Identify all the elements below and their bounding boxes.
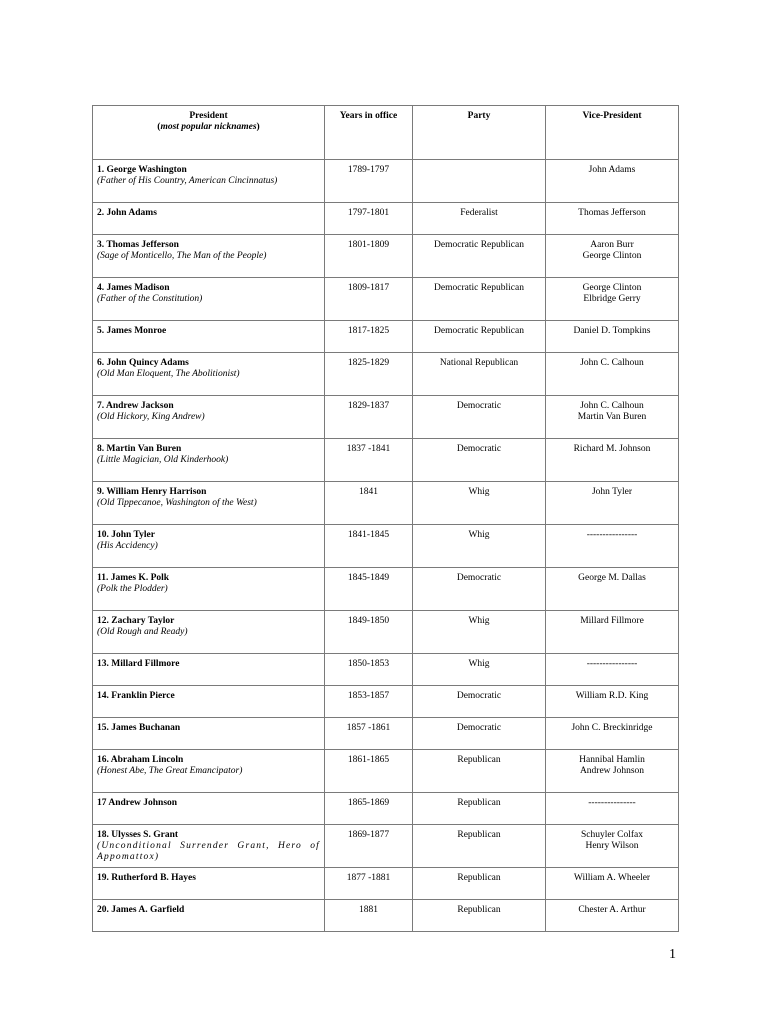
table-row xyxy=(93,160,679,203)
vice-president-name: ---------------- xyxy=(586,659,638,669)
vice-president-name: Henry Wilson xyxy=(585,841,639,851)
vice-president-name: Richard M. Johnson xyxy=(573,444,651,454)
vice-president-cell xyxy=(546,203,679,235)
vice-president-cell xyxy=(546,160,679,203)
president-nickname: (Honest Abe, The Great Emancipator) xyxy=(97,766,243,776)
president-nickname: (Sage of Monticello, The Man of the People) xyxy=(97,251,267,261)
years-cell: 1861-1865 xyxy=(325,750,413,793)
table-row xyxy=(93,235,679,278)
president-name: 1. George Washington xyxy=(97,165,187,175)
table-row xyxy=(93,568,679,611)
president-name: 14. Franklin Pierce xyxy=(97,691,175,701)
vice-president-name: William A. Wheeler xyxy=(573,873,651,883)
party-cell: Republican xyxy=(413,750,546,793)
page-number: 1 xyxy=(669,947,676,962)
party-cell: Democratic xyxy=(413,686,546,718)
party-cell: Whig xyxy=(413,482,546,525)
president-cell xyxy=(93,482,325,525)
president-cell xyxy=(93,568,325,611)
table-row xyxy=(93,525,679,568)
president-nickname: (Old Hickory, King Andrew) xyxy=(97,412,205,422)
president-cell xyxy=(93,611,325,654)
vice-president-name: George Clinton xyxy=(582,251,642,261)
vice-president-name: ---------------- xyxy=(586,530,638,540)
vice-president-cell xyxy=(546,825,679,868)
president-nickname: (His Accidency) xyxy=(97,541,158,551)
vice-president-name: --------------- xyxy=(588,798,636,808)
header-president xyxy=(93,106,325,160)
vice-president-cell xyxy=(546,654,679,686)
vice-president-cell xyxy=(546,718,679,750)
president-nickname: (Old Tippecanoe, Washington of the West) xyxy=(97,498,257,508)
party-cell: Republican xyxy=(413,825,546,868)
vice-president-name: John C. Breckinridge xyxy=(571,723,653,733)
table-row xyxy=(93,611,679,654)
president-name: 19. Rutherford B. Hayes xyxy=(97,873,196,883)
president-name: 8. Martin Van Buren xyxy=(97,444,182,454)
vice-president-cell xyxy=(546,611,679,654)
president-cell xyxy=(93,825,325,868)
vice-president-name: George Clinton xyxy=(582,283,642,293)
party-cell: Whig xyxy=(413,525,546,568)
vice-president-name: John Adams xyxy=(588,165,636,175)
president-name: 18. Ulysses S. Grant xyxy=(97,830,179,840)
years-cell: 1817-1825 xyxy=(325,321,413,353)
president-nickname: (Father of His Country, American Cincinnatus) xyxy=(97,176,278,186)
vice-president-name: Elbridge Gerry xyxy=(583,294,641,304)
vice-president-cell xyxy=(546,353,679,396)
president-cell xyxy=(93,203,325,235)
president-cell xyxy=(93,160,325,203)
years-cell: 1853-1857 xyxy=(325,686,413,718)
president-name: 10. John Tyler xyxy=(97,530,155,540)
president-name: 13. Millard Fillmore xyxy=(97,659,180,669)
vice-president-name: Andrew Johnson xyxy=(579,766,645,776)
president-cell xyxy=(93,793,325,825)
president-nickname: (Old Man Eloquent, The Abolitionist) xyxy=(97,369,240,379)
years-cell: 1801-1809 xyxy=(325,235,413,278)
president-cell xyxy=(93,353,325,396)
years-cell: 1877 -1881 xyxy=(325,868,413,900)
vice-president-name: John Tyler xyxy=(591,487,633,497)
table-header xyxy=(93,106,679,160)
president-cell xyxy=(93,750,325,793)
president-cell xyxy=(93,654,325,686)
vice-president-cell xyxy=(546,439,679,482)
table-row xyxy=(93,203,679,235)
header-president-label: President xyxy=(189,111,228,121)
vice-president-cell xyxy=(546,321,679,353)
president-name: 6. John Quincy Adams xyxy=(97,358,189,368)
party-cell: Democratic xyxy=(413,568,546,611)
vice-president-name: Martin Van Buren xyxy=(577,412,647,422)
years-cell: 1869-1877 xyxy=(325,825,413,868)
vice-president-name: Hannibal Hamlin xyxy=(579,755,645,765)
table-row xyxy=(93,396,679,439)
table-row xyxy=(93,900,679,932)
party-cell: Democratic Republican xyxy=(413,235,546,278)
header-vice-president: Vice-President xyxy=(546,106,679,160)
vice-president-name: Schuyler Colfax xyxy=(580,830,643,840)
vice-president-cell xyxy=(546,686,679,718)
years-cell: 1837 -1841 xyxy=(325,439,413,482)
years-cell: 1841-1845 xyxy=(325,525,413,568)
vice-president-name: Aaron Burr xyxy=(590,240,634,250)
presidents-table xyxy=(92,105,679,932)
vice-president-name: John C. Calhoun xyxy=(580,358,644,368)
president-cell xyxy=(93,235,325,278)
table-row xyxy=(93,686,679,718)
vice-president-name: John C. Calhoun xyxy=(580,401,644,411)
president-name: 16. Abraham Lincoln xyxy=(97,755,184,765)
president-nickname: (Polk the Plodder) xyxy=(97,584,168,594)
president-nickname: (Father of the Constitution) xyxy=(97,294,203,304)
president-name: 4. James Madison xyxy=(97,283,170,293)
vice-president-cell xyxy=(546,793,679,825)
party-cell: Republican xyxy=(413,793,546,825)
president-nickname: (Old Rough and Ready) xyxy=(97,627,188,637)
table-row xyxy=(93,482,679,525)
years-cell: 1809-1817 xyxy=(325,278,413,321)
president-name: 20. James A. Garfield xyxy=(97,905,185,915)
president-cell xyxy=(93,439,325,482)
vice-president-cell xyxy=(546,568,679,611)
party-cell: National Republican xyxy=(413,353,546,396)
header-row xyxy=(93,106,679,160)
vice-president-cell xyxy=(546,482,679,525)
president-nickname: (Unconditional Surrender Grant, Hero of Appomattox) xyxy=(97,841,320,862)
years-cell: 1825-1829 xyxy=(325,353,413,396)
vice-president-name: Chester A. Arthur xyxy=(578,905,646,915)
vice-president-cell xyxy=(546,235,679,278)
table-row xyxy=(93,654,679,686)
table-body xyxy=(93,160,679,932)
vice-president-cell xyxy=(546,750,679,793)
years-cell: 1841 xyxy=(325,482,413,525)
table-row xyxy=(93,321,679,353)
president-nickname: (Little Magician, Old Kinderhook) xyxy=(97,455,229,465)
years-cell: 1845-1849 xyxy=(325,568,413,611)
president-cell xyxy=(93,900,325,932)
president-name: 12. Zachary Taylor xyxy=(97,616,175,626)
president-name: 5. James Monroe xyxy=(97,326,167,336)
years-cell: 1797-1801 xyxy=(325,203,413,235)
table-row xyxy=(93,353,679,396)
president-name: 15. James Buchanan xyxy=(97,723,181,733)
table-row xyxy=(93,750,679,793)
party-cell: Democratic xyxy=(413,718,546,750)
party-cell: Democratic xyxy=(413,439,546,482)
vice-president-name: Thomas Jefferson xyxy=(578,208,646,218)
header-nicknames: (most popular nicknames) xyxy=(157,122,260,132)
table-row xyxy=(93,793,679,825)
years-cell: 1829-1837 xyxy=(325,396,413,439)
vice-president-cell xyxy=(546,396,679,439)
president-cell xyxy=(93,686,325,718)
years-cell: 1850-1853 xyxy=(325,654,413,686)
party-cell: Republican xyxy=(413,868,546,900)
party-cell: Democratic xyxy=(413,396,546,439)
table-row xyxy=(93,825,679,868)
table-row xyxy=(93,278,679,321)
years-cell: 1865-1869 xyxy=(325,793,413,825)
party-cell: Federalist xyxy=(413,203,546,235)
table-row xyxy=(93,718,679,750)
vice-president-name: Daniel D. Tompkins xyxy=(573,326,651,336)
president-name: 9. William Henry Harrison xyxy=(97,487,207,497)
party-cell: Whig xyxy=(413,654,546,686)
president-name: 2. John Adams xyxy=(97,208,157,218)
party-cell: Democratic Republican xyxy=(413,321,546,353)
vice-president-cell xyxy=(546,900,679,932)
president-name: 17 Andrew Johnson xyxy=(97,798,178,808)
president-cell xyxy=(93,321,325,353)
vice-president-cell xyxy=(546,525,679,568)
party-cell: Democratic Republican xyxy=(413,278,546,321)
party-cell: Republican xyxy=(413,900,546,932)
president-name: 7. Andrew Jackson xyxy=(97,401,174,411)
years-cell: 1789-1797 xyxy=(325,160,413,203)
header-years: Years in office xyxy=(325,106,413,160)
vice-president-cell xyxy=(546,868,679,900)
president-cell xyxy=(93,396,325,439)
header-party: Party xyxy=(413,106,546,160)
vice-president-name: George M. Dallas xyxy=(578,573,646,583)
president-cell xyxy=(93,718,325,750)
party-cell: Whig xyxy=(413,611,546,654)
president-cell xyxy=(93,868,325,900)
president-cell xyxy=(93,525,325,568)
vice-president-name: Millard Fillmore xyxy=(580,616,644,626)
president-name: 3. Thomas Jefferson xyxy=(97,240,179,250)
vice-president-name: William R.D. King xyxy=(575,691,649,701)
table-row xyxy=(93,868,679,900)
president-name: 11. James K. Polk xyxy=(97,573,170,583)
vice-president-cell xyxy=(546,278,679,321)
years-cell: 1849-1850 xyxy=(325,611,413,654)
years-cell: 1857 -1861 xyxy=(325,718,413,750)
president-cell xyxy=(93,278,325,321)
party-cell xyxy=(413,160,546,203)
years-cell: 1881 xyxy=(325,900,413,932)
table-row xyxy=(93,439,679,482)
